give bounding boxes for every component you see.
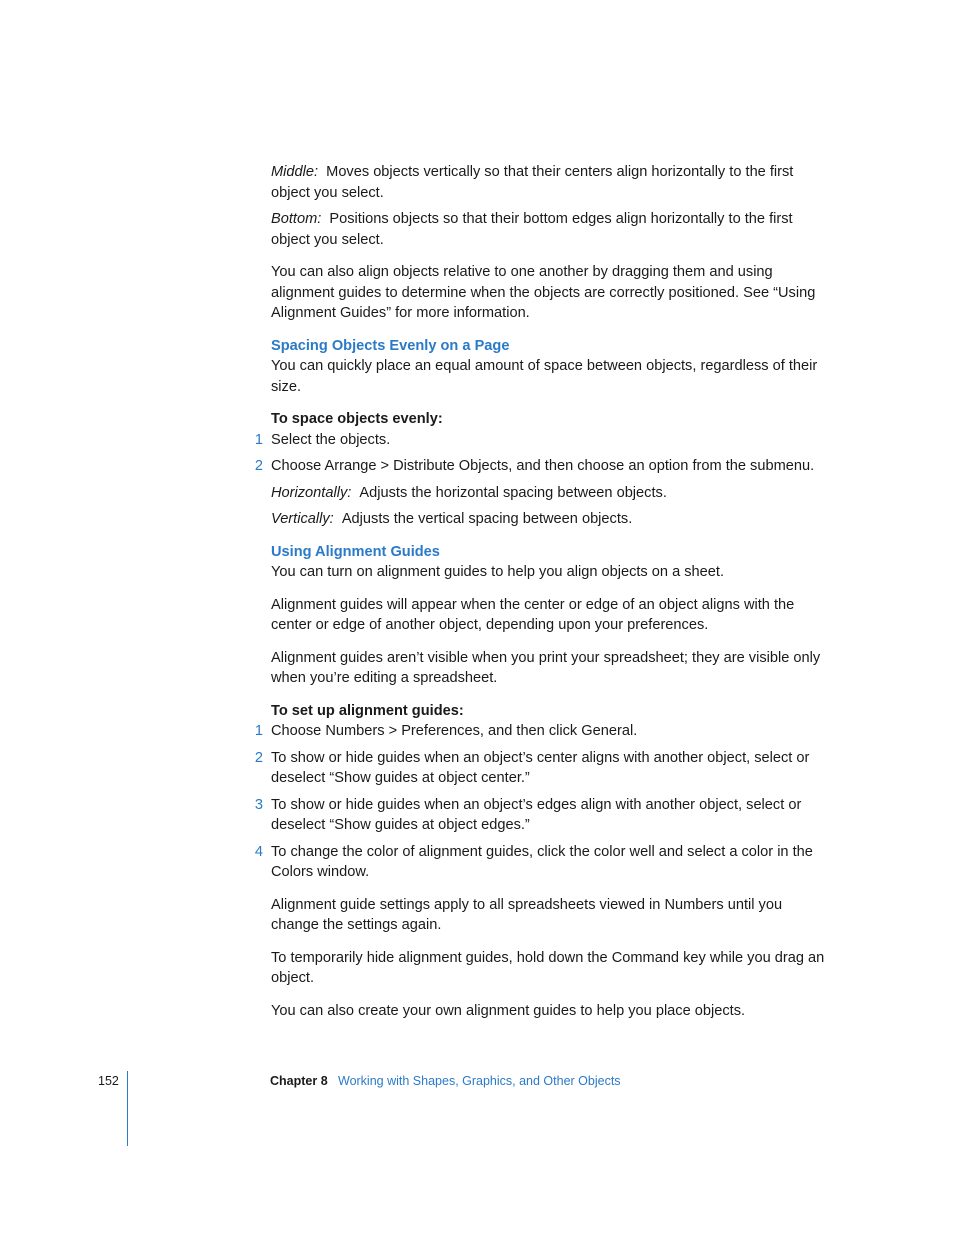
footer-divider bbox=[127, 1071, 128, 1146]
spacing-task-title: To space objects evenly: bbox=[271, 411, 443, 427]
spacing-intro: You can quickly place an equal amount of space between objects, regardless of their size. bbox=[271, 358, 818, 395]
guides-paragraph-1: Alignment guides will appear when the center or edge of an object aligns with the center or edge of another object, depending upon your preferences. bbox=[271, 596, 795, 633]
guides-intro: You can turn on alignment guides to help you align objects on a sheet. bbox=[271, 564, 724, 580]
guides-task-title: To set up alignment guides: bbox=[271, 702, 464, 719]
chapter-label: Chapter 8 bbox=[270, 1074, 328, 1088]
list-item bbox=[254, 456, 831, 477]
horizontally-term: Horizontally: bbox=[271, 484, 352, 501]
vertically-definition bbox=[271, 509, 831, 530]
bottom-definition bbox=[271, 209, 831, 250]
step-number: 1 bbox=[254, 431, 263, 448]
vertically-term: Vertically: bbox=[271, 511, 334, 527]
align-paragraph: You can also align objects relative to one another by dragging them and using alignment guides to determine when the objects are correctly positioned. See “Using Alignment Guides” for more information. bbox=[271, 264, 816, 321]
list-item bbox=[254, 795, 831, 836]
spacing-heading: Spacing Objects Evenly on a Page bbox=[271, 337, 510, 354]
guides-steps bbox=[254, 721, 831, 883]
guides-heading: Using Alignment Guides bbox=[271, 543, 440, 560]
list-item bbox=[254, 721, 831, 742]
step-text: To show or hide guides when an object’s center aligns with another object, select or deselect “Show guides at object center.” bbox=[271, 749, 810, 786]
step-text: To change the color of alignment guides, click the color well and select a color in the Colors window. bbox=[271, 843, 813, 880]
page-number: 152 bbox=[98, 1074, 119, 1088]
list-item bbox=[254, 430, 831, 451]
guides-paragraph-2: Alignment guides aren’t visible when you print your spreadsheet; they are visible only when you’re editing a spreadsheet. bbox=[271, 649, 821, 686]
step-text: Choose Arrange > Distribute Objects, and then choose an option from the submenu. bbox=[271, 458, 815, 474]
page-content bbox=[254, 162, 831, 1033]
step-number: 2 bbox=[254, 749, 263, 766]
step-number: 1 bbox=[254, 723, 263, 739]
middle-term: Middle: bbox=[271, 164, 319, 180]
bottom-text: Positions objects so that their bottom edges align horizontally to the first object you select. bbox=[271, 211, 793, 248]
create-paragraph: You can also create your own alignment guides to help you place objects. bbox=[271, 1002, 746, 1019]
middle-text: Moves objects vertically so that their centers align horizontally to the first object you select. bbox=[271, 164, 794, 201]
list-item bbox=[254, 842, 831, 883]
settings-paragraph: Alignment guide settings apply to all spreadsheets viewed in Numbers until you change the settings again. bbox=[271, 896, 783, 933]
hide-paragraph: To temporarily hide alignment guides, hold down the Command key while you drag an object. bbox=[271, 949, 825, 986]
middle-definition bbox=[271, 162, 831, 203]
horizontally-text: Adjusts the horizontal spacing between objects. bbox=[359, 484, 667, 501]
step-text: Select the objects. bbox=[271, 431, 391, 448]
horizontally-definition bbox=[271, 483, 831, 504]
step-text: Choose Numbers > Preferences, and then click General. bbox=[271, 723, 638, 739]
step-number: 3 bbox=[254, 796, 263, 813]
step-number: 4 bbox=[254, 843, 263, 860]
step-text: To show or hide guides when an object’s edges align with another object, select or deselect “Show guides at object edges.” bbox=[271, 796, 802, 833]
spacing-steps bbox=[254, 430, 831, 477]
vertically-text: Adjusts the vertical spacing between objects. bbox=[341, 511, 633, 527]
bottom-term: Bottom: bbox=[271, 211, 322, 227]
step-number: 2 bbox=[254, 458, 263, 474]
list-item bbox=[254, 748, 831, 789]
chapter-title: Working with Shapes, Graphics, and Other Objects bbox=[338, 1074, 621, 1088]
